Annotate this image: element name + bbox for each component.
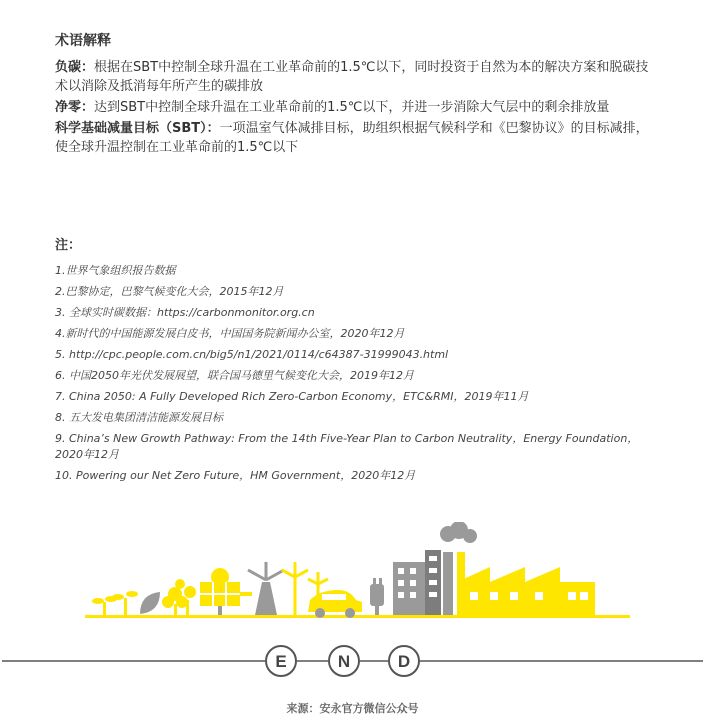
end-letter: D [397,652,411,671]
windmill-icon [240,562,284,615]
source-credit: 来源：安永官方微信公众号 [286,702,419,715]
note-item: 9. China’s New Growth Pathway: From the 14th Five-Year Plan to Carbon Neutrality，Energy Foundation，2020年12月 [55,432,639,461]
end-letter: N [337,652,351,671]
glossary-definition: 根据在SBT中控制全球升温在工业革命前的1.5℃以下，同时投资于自然为本的解决方案和脱碳技术以消除及抵消每年所产生的碳排放 [55,60,649,94]
note-item: 7. China 2050: A Fully Developed Rich Zero-Carbon Economy，ETC&RMI，2019年11月 [55,390,529,403]
notes-title: 注： [55,238,82,253]
note-item: 3. 全球实时碳数据：https://carbonmonitor.org.cn [55,306,315,319]
glossary-entry-carbon-negative [55,58,655,96]
charger-plug-icon [370,578,384,615]
glossary-section [55,30,655,159]
glossary-entry-net-zero [55,98,655,117]
sprout-icon [92,591,138,615]
factory-icon [457,552,595,615]
glossary-entry-sbt [55,119,655,157]
leaf-icon [140,592,160,614]
clean-energy-illustration [0,522,705,632]
glossary-definition: 一项温室气体减排目标，助组织根据气候科学和《巴黎协议》的目标减排，使全球升温控制在工业革命前的1.5℃以下 [55,121,649,155]
glossary-title: 术语解释 [55,33,111,49]
city-buildings-icon [393,550,441,615]
note-item: 5. http://cpc.people.com.cn/big5/n1/2021/0114/c64387-31999043.html [55,348,449,361]
note-item: 10. Powering our Net Zero Future，HM Government，2020年12月 [55,469,416,482]
note-item: 6. 中国2050年光伏发展展望，联合国马德里气候变化大会，2019年12月 [55,369,414,382]
ground-line [85,615,630,618]
electric-car-icon [308,590,362,618]
end-letter: E [275,652,287,671]
note-item: 8. 五大发电集团清洁能源发展目标 [55,411,223,424]
note-item: 4.新时代的中国能源发展白皮书，中国国务院新闻办公室，2020年12月 [55,327,405,340]
end-letter-e-badge [266,646,296,676]
notes-section [55,234,655,489]
glossary-term: 负碳： [55,60,95,75]
end-divider [0,644,705,680]
note-item: 1.世界气象组织报告数据 [55,264,176,277]
note-item: 2.巴黎协定，巴黎气候变化大会，2015年12月 [55,285,284,298]
solar-panel-icon [200,568,240,615]
glossary-term: 净零： [55,100,95,115]
end-letter-n-badge [329,646,359,676]
glossary-term: 科学基础减量目标（SBT）： [55,121,220,136]
glossary-definition: 达到SBT中控制全球升温在工业革命前的1.5℃以下，并进一步消除大气层中的剩余排放量 [94,100,610,115]
end-letter-d-badge [389,646,419,676]
flowers-icon [162,579,196,615]
